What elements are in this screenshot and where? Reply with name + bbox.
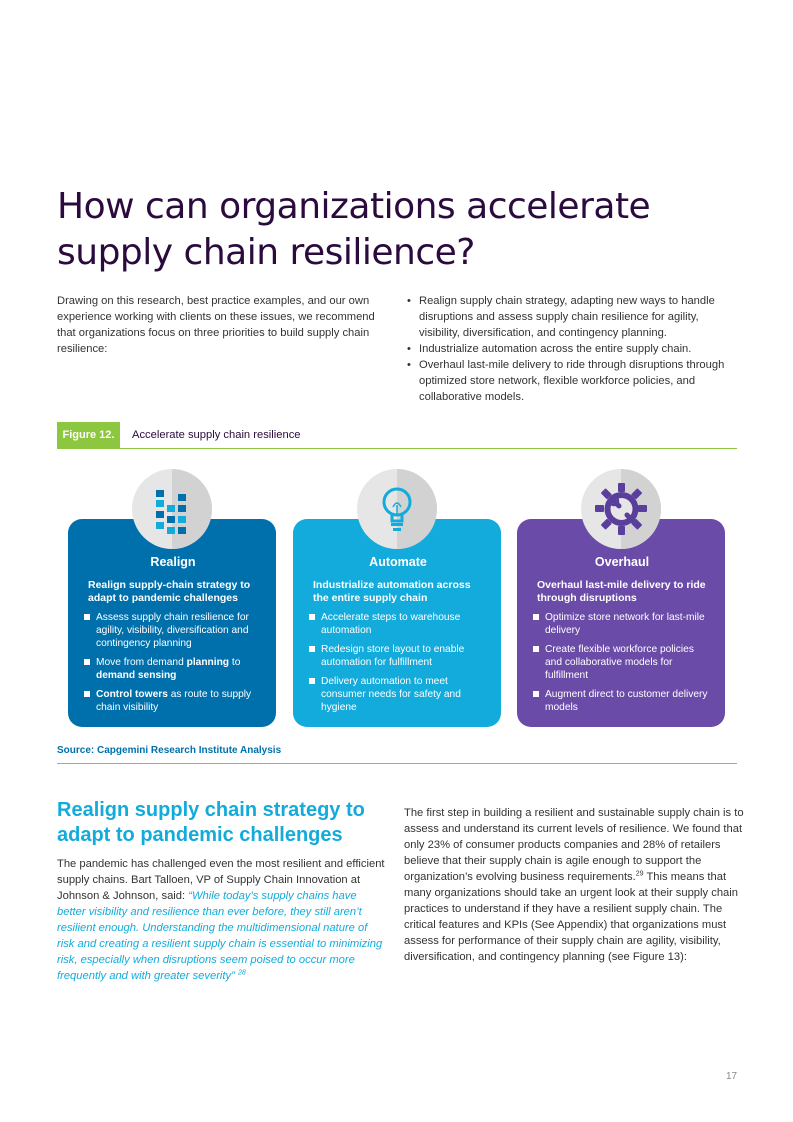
card-bullet: Redesign store layout to enable automation for fulfillment (307, 643, 489, 669)
priority-item: • Overhaul last-mile delivery to ride through disruptions through optimized store network, flexible workforce policies, and collaborative models. (407, 357, 742, 405)
footnote-ref: 28 (237, 969, 246, 977)
right-column-text (404, 805, 744, 965)
right-paragraph-part1: The first step in building a resilient and sustainable supply chain is to assess and understand its current levels of resilience. We found that only 23% of consumer products companies and 28% of retailers believe that their supply chain is agile enough to support the organization’s evolving business requirements. (404, 807, 744, 883)
card-subtitle: Realign supply-chain strategy to adapt to pandemic challenges (88, 579, 251, 604)
left-column-text (57, 856, 387, 984)
bullet-emphasis: demand sensing (96, 670, 177, 681)
page-title-line-1: How can organizations accelerate (57, 186, 651, 227)
quote (57, 890, 382, 982)
bullet-text: as route to supply chain visibility (96, 689, 252, 713)
footnote-ref: 29 (635, 870, 644, 878)
section-heading: Realign supply chain strategy to adapt to pandemic challenges (57, 799, 365, 846)
bullet-text: Move from demand (96, 657, 187, 668)
card-realign (68, 519, 276, 727)
page-number: 17 (726, 1071, 738, 1082)
card-bullet: Accelerate steps to warehouse automation (307, 611, 489, 637)
divider (57, 763, 737, 764)
lightbulb-icon (357, 469, 437, 549)
figure-tag: Figure 12. (57, 422, 120, 448)
priority-item: • Realign supply chain strategy, adapting new ways to handle disruptions and assess supply chain resilience for agility, visibility, diversification, and contingency planning. (407, 293, 742, 341)
bullet-text: to (229, 657, 241, 668)
card-subtitle: Industrialize automation across the entire supply chain (313, 579, 471, 604)
card-bullets (307, 611, 489, 714)
card-title: Overhaul (594, 555, 650, 569)
bullet-emphasis: planning (186, 657, 230, 668)
card-automate (293, 519, 501, 727)
realign-icon-circle (132, 469, 212, 549)
card-bullet (82, 688, 264, 714)
quote-text: “While today’s supply chains have better visibility and resilience than ever before, they still aren’t resilient enough. Understanding the multidimensional nature of risk and creating a resilient supply chain is essential to minimizing risk, especially when disruptions seem poised to occur more frequently and with greater severity” (57, 890, 383, 982)
intro-paragraph: Drawing on this research, best practice examples, and our own experience working with clients on these issues, we recommend that organizations focus on three priorities to build supply chain resilience: (57, 295, 375, 355)
figure-header (57, 422, 737, 449)
card-subtitle: Overhaul last-mile delivery to ride through disruptions (537, 579, 706, 604)
priority-item: • Industrialize automation across the entire supply chain. (407, 341, 742, 357)
card-bullet (82, 656, 264, 682)
bullet-emphasis: Control towers (96, 689, 168, 700)
figure-source: Source: Capgemini Research Institute Analysis (57, 745, 282, 756)
right-paragraph-part2: This means that many organizations should take an urgent look at their supply chain practices to understand if they have a resilient supply chain. The critical features and KPIs (See Appendix) that organizations must assess for performance of their supply chain are agility, visibility, diversification, and contingency planning (see Figure 13): (404, 871, 738, 963)
card-bullet: Create flexible workforce policies and collaborative models for fulfillment (531, 643, 713, 682)
overhaul-icon-circle (581, 469, 661, 549)
priorities-list (407, 293, 742, 405)
gear-wrench-icon (581, 469, 661, 549)
figure-title: Accelerate supply chain resilience (132, 429, 301, 441)
left-intro: The pandemic has challenged even the most resilient and efficient supply chains. Bart Talloen, VP of Supply Chain Innovation at Johnson & Johnson, said: (57, 858, 385, 902)
page-title (57, 184, 737, 276)
card-bullet: Augment direct to customer delivery models (531, 688, 713, 714)
page-title-line-2: supply chain resilience? (57, 232, 475, 273)
blocks-icon (132, 469, 212, 549)
card-bullet: Optimize store network for last-mile delivery (531, 611, 713, 637)
card-title: Realign (150, 555, 196, 569)
automate-icon-circle (357, 469, 437, 549)
card-overhaul (517, 519, 725, 727)
card-bullets (82, 611, 264, 714)
card-bullet: Assess supply chain resilience for agility, visibility, diversification and contingency planning (82, 611, 264, 650)
card-bullet: Delivery automation to meet consumer needs for safety and hygiene (307, 675, 489, 714)
card-bullets (531, 611, 713, 714)
card-title: Automate (369, 555, 427, 569)
